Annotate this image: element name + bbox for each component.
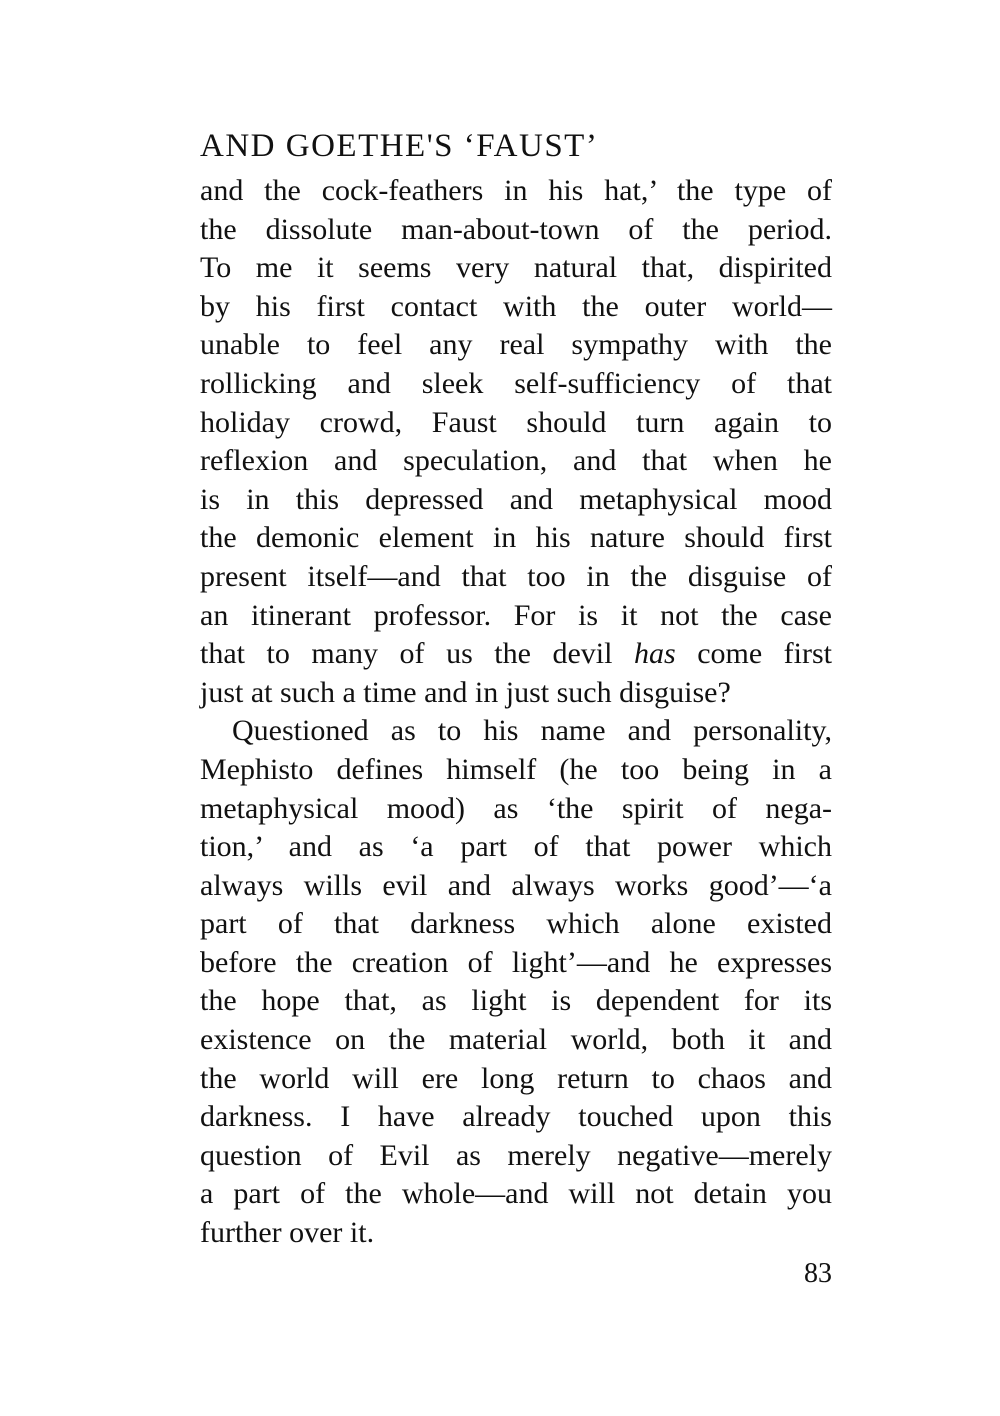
text-line: before the creation of light’—and he expresses xyxy=(200,945,832,979)
text-line: darkness. I have already touched upon this xyxy=(200,1100,832,1134)
text-line: Mephisto defines himself (he too being in a xyxy=(200,752,832,786)
text-line: part of that darkness which alone existed xyxy=(200,907,832,941)
text-line-with-italic xyxy=(200,635,832,674)
text-line: reflexion and speculation, and that when he xyxy=(200,444,832,478)
text-line: metaphysical mood) as ‘the spirit of nega- xyxy=(200,791,832,825)
text-line: To me it seems very natural that, dispirited xyxy=(200,251,832,285)
text-line: and the cock-feathers in his hat,’ the type of xyxy=(200,174,832,207)
text-line: question of Evil as merely negative—merely xyxy=(200,1138,832,1172)
text-line: further over it. xyxy=(200,1216,375,1250)
running-head: AND GOETHE'S ‘FAUST’ xyxy=(200,128,599,164)
italic-word: has xyxy=(633,637,676,671)
text-line: a part of the whole—and will not detain you xyxy=(200,1177,832,1211)
page-number: 83 xyxy=(804,1258,832,1289)
text-line: existence on the material world, both it and xyxy=(200,1023,832,1057)
text-line: by his first contact with the outer world— xyxy=(200,289,832,323)
text-line: an itinerant professor. For is it not the case xyxy=(200,598,832,632)
text-line: the hope that, as light is dependent for its xyxy=(200,984,832,1018)
text-line: the demonic element in his nature should first xyxy=(200,521,832,555)
text-line: always wills evil and always works good’—‘a xyxy=(200,868,832,902)
line-segment: come first xyxy=(697,637,833,671)
text-line: is in this depressed and metaphysical mood xyxy=(200,482,832,516)
text-line: holiday crowd, Faust should turn again to xyxy=(200,405,832,439)
text-line: tion,’ and as ‘a part of that power which xyxy=(200,830,832,864)
text-line: the dissolute man-about-town of the period. xyxy=(200,212,832,246)
text-line: unable to feel any real sympathy with the xyxy=(200,328,832,362)
text-line: the world will ere long return to chaos and xyxy=(200,1061,832,1095)
text-line: just at such a time and in just such disguise? xyxy=(200,675,731,709)
text-line: Questioned as to his name and personality, xyxy=(232,714,832,748)
paragraph-1 xyxy=(200,172,832,712)
text-line: rollicking and sleek self-sufficiency of that xyxy=(200,366,832,400)
line-segment: that to many of us the devil xyxy=(200,637,613,671)
text-line: present itself—and that too in the disguise of xyxy=(200,559,832,593)
paragraph-2 xyxy=(200,712,832,1252)
body-text xyxy=(200,172,832,1253)
